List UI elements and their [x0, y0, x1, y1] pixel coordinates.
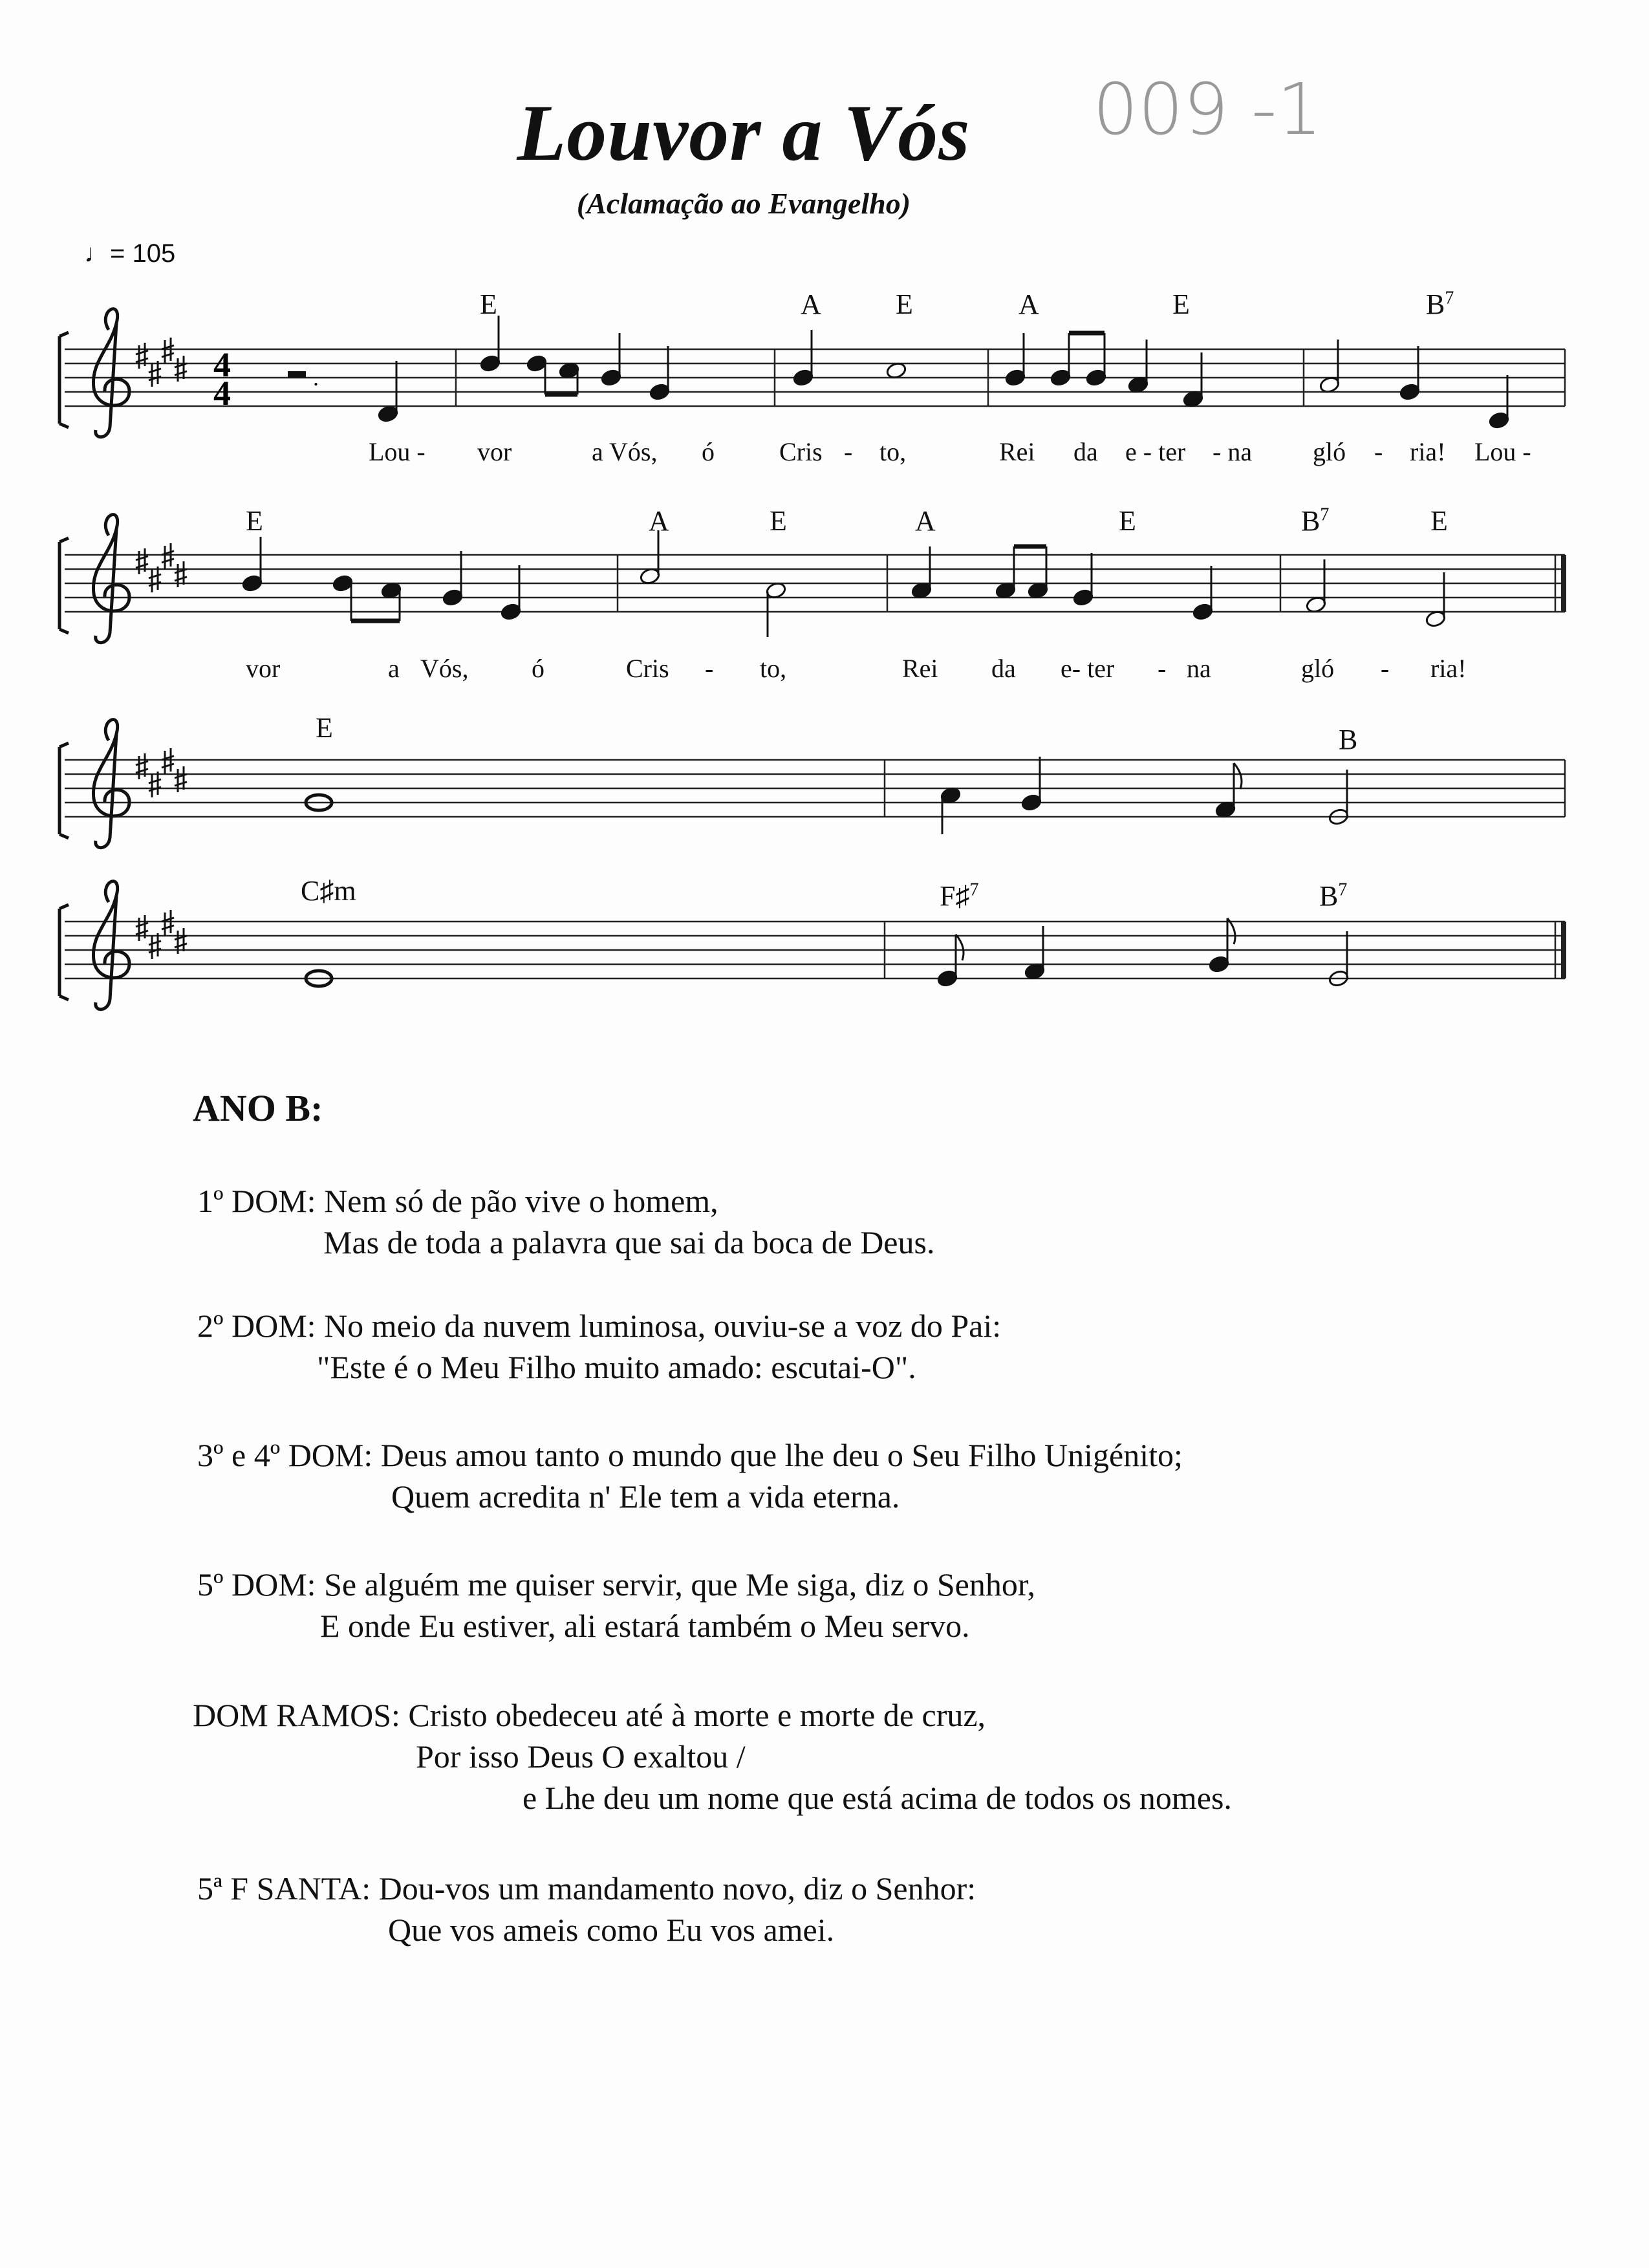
- verse-line-1: Cristo obedeceu até à morte e morte de cruz,: [408, 1697, 986, 1733]
- chord: E: [1119, 505, 1136, 537]
- lyric: to,: [879, 437, 907, 466]
- svg-text:.: .: [313, 365, 319, 391]
- lyric: Lou -: [369, 437, 426, 466]
- verse-label: 5º DOM:: [197, 1566, 316, 1603]
- lyric: ria!: [1430, 654, 1467, 683]
- verse-4: [197, 1564, 1035, 1647]
- chord: F♯$^7$: [940, 880, 979, 912]
- lyric: e - ter: [1125, 437, 1186, 466]
- chord: E: [896, 288, 913, 320]
- chord: E: [1430, 505, 1448, 537]
- chord: $B^7$: [1301, 504, 1330, 537]
- handwritten-note: 009 -1: [1093, 68, 1322, 151]
- verse-line-1: Dou-vos um mandamento novo, diz o Senhor:: [378, 1870, 976, 1906]
- lyric: Rei: [999, 437, 1035, 466]
- verse-3: [197, 1434, 1183, 1517]
- lyric: vor: [246, 654, 281, 683]
- lyric: vor: [477, 437, 512, 466]
- verse-line-2: "Este é o Meu Filho muito amado: escutai-O".: [317, 1349, 916, 1385]
- lyric: Rei: [902, 654, 938, 683]
- staff-system-1: [59, 309, 1565, 437]
- lyric: a: [388, 654, 400, 683]
- verse-line-1: Deus amou tanto o mundo que lhe deu o Seu Filho Unigénito;: [380, 1437, 1183, 1473]
- chord: A: [1018, 288, 1039, 320]
- lyric: na: [1187, 654, 1211, 683]
- lyric: ria!: [1410, 437, 1446, 466]
- lyric: - na: [1212, 437, 1253, 466]
- lyric: -: [1158, 654, 1167, 683]
- lyric: Cris: [779, 437, 823, 466]
- section-heading: ANO B:: [193, 1087, 323, 1129]
- lyric: ó: [532, 654, 544, 683]
- chord: B: [1339, 724, 1358, 755]
- verse-label: 2º DOM:: [197, 1308, 316, 1344]
- verse-line-2: Que vos ameis como Eu vos amei.: [388, 1912, 835, 1948]
- chord: A: [649, 505, 669, 537]
- chord: A: [915, 505, 936, 537]
- staff-system-2: [59, 515, 1565, 643]
- lyric: to,: [760, 654, 787, 683]
- lyric: ó: [702, 437, 715, 466]
- chord: E: [316, 712, 333, 744]
- lyric: Lou -: [1474, 437, 1531, 466]
- lyric: -: [1374, 437, 1383, 466]
- lyric: Cris: [626, 654, 669, 683]
- verse-line-1: No meio da nuvem luminosa, ouviu-se a voz do Pai:: [324, 1308, 1002, 1344]
- verse-label: DOM RAMOS:: [193, 1697, 400, 1733]
- lyric: a Vós,: [592, 437, 658, 466]
- chord: E: [246, 505, 263, 537]
- chord: C♯m: [301, 875, 356, 907]
- song-subtitle: (Aclamação ao Evangelho): [576, 187, 911, 220]
- song-title: Louvor a Vós: [517, 89, 971, 177]
- svg-text:4: 4: [213, 345, 231, 384]
- lyric: -: [844, 437, 853, 466]
- lyric: da: [991, 654, 1016, 683]
- verse-line-1: Se alguém me quiser servir, que Me siga, diz o Senhor,: [324, 1566, 1035, 1603]
- chord: A: [801, 288, 821, 320]
- verse-line-1: Nem só de pão vive o homem,: [324, 1183, 718, 1219]
- verse-label: 1º DOM:: [197, 1183, 316, 1219]
- tempo-marking: ♩= 105: [84, 239, 176, 268]
- chord: E: [770, 505, 787, 537]
- chord: E: [480, 288, 497, 320]
- verse-1: [197, 1180, 934, 1263]
- verse-line-2: E onde Eu estiver, ali estará também o Meu servo.: [320, 1608, 970, 1644]
- verse-6: [197, 1868, 976, 1950]
- lyric: gló: [1301, 654, 1335, 683]
- lyric: gló: [1313, 437, 1346, 466]
- chord: $B^7$: [1319, 880, 1348, 912]
- lyric: -: [705, 654, 714, 683]
- verse-line-2: Quem acredita n' Ele tem a vida eterna.: [391, 1478, 900, 1515]
- svg-text:4: 4: [213, 374, 231, 413]
- verse-5: [193, 1694, 1232, 1819]
- chord: $B^7$: [1426, 288, 1454, 320]
- verse-line-3: e Lhe deu um nome que está acima de todos os nomes.: [523, 1780, 1232, 1816]
- verse-line-2: Por isso Deus O exaltou /: [416, 1738, 746, 1775]
- lyric: da: [1073, 437, 1098, 466]
- verse-label: 3º e 4º DOM:: [197, 1437, 373, 1473]
- lyric: e- ter: [1061, 654, 1115, 683]
- verse-label: 5ª F SANTA:: [197, 1870, 371, 1906]
- chord: E: [1172, 288, 1190, 320]
- verse-2: [197, 1305, 1001, 1388]
- verse-line-2: Mas de toda a palavra que sai da boca de Deus.: [323, 1224, 935, 1260]
- lyric: -: [1381, 654, 1390, 683]
- lyric: Vós,: [420, 654, 469, 683]
